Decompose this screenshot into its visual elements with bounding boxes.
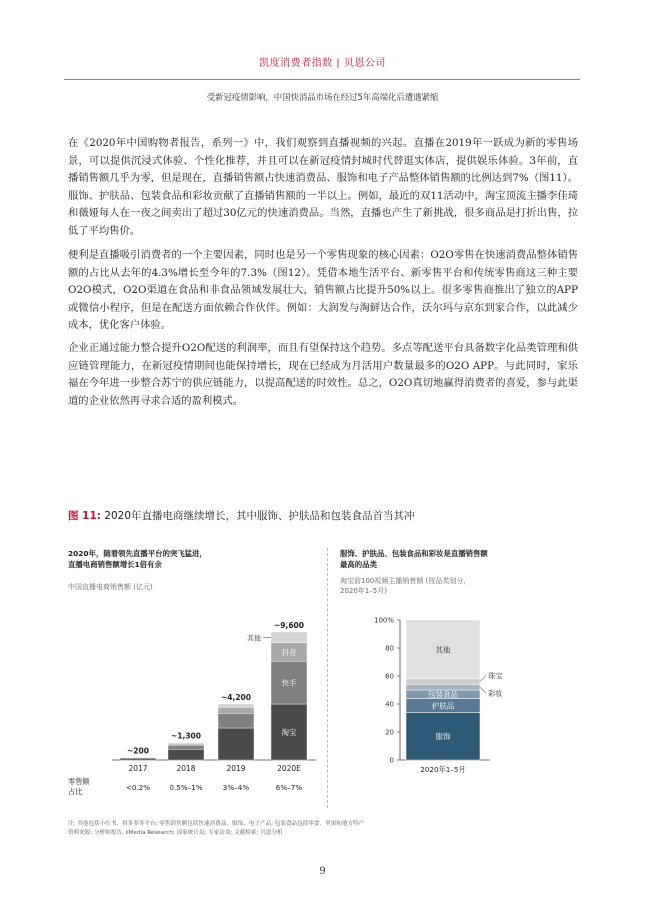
right-seg-label-0: 服饰	[435, 732, 451, 742]
body-paragraph-2: 便利是直播吸引消费者的一个主要因素，同时也是另一个零售现象的核心因素：O2O零售在快速消费品整体销售额的占比从去年的4.3%增长至今年的7.3%（图12）。凭借本地生活平台、新零售平台和传统零售商这三种主要O2O模式，O2O渠道在食品和非食品领域发展壮大，销售额占比提升50%以上。很多零售商推出了独立的APP或微信小程序，但是在配送方面依赖合作伙伴。例如：大润发与淘鲜达合作，沃尔玛与京东到家合作，以此减少成本，优化客户体验。	[68, 249, 578, 332]
report-header-subtitle: 受新冠疫情影响，中国快消品市场在经过5年高端化后遭遇紧缩	[206, 92, 439, 102]
left-other-label: 其他	[247, 634, 261, 643]
right-chart-heading-line2: 最高的品类	[340, 560, 377, 569]
left-category-label-2017: 2017	[128, 764, 148, 773]
body-paragraph-3: 企业正通过能力整合提升O2O配送的利润率，而且有望保持这个趋势。多点等配送平台具备数字化品类管理和供应链管理能力，在新冠疫情期间也能保持增长，现在已经成为月活用户数量最多的O2O APP。与此同时，家乐福在今年进一步整合苏宁的供应链能力，以提高配送的时效性。总之，O2O真切地赢得消费者的喜爱，参与此渠道的企业依然再寻求合适的盈利模式。	[68, 342, 578, 407]
left-stacked-bar-chart	[60, 600, 330, 800]
figure-notes	[68, 820, 578, 838]
right-seg-label-3: 彩妆	[488, 689, 503, 699]
right-stacked-bar-chart	[340, 604, 580, 784]
left-chart-unit: 中国直播电商销售额 (亿元)	[68, 583, 153, 591]
right-chart-unit-line2: 2020年1–5月)	[340, 587, 387, 595]
right-seg-label-5: 其他	[435, 645, 451, 655]
figure-title-text: 2020年直播电商继续增长，其中服饰、护肤品和包装食品首当其冲	[104, 510, 415, 522]
left-bar-2018-seg-2	[168, 744, 204, 745]
left-total-label-2018: ~1,300	[170, 731, 202, 741]
header-divider	[64, 79, 580, 80]
right-leader-3	[480, 687, 486, 693]
body-paragraph-1: 在《2020年中国购物者报告，系列一》中，我们观察到直播视频的兴起。直播在2019年一跃成为新的零售场景，可以提供沉浸式体验、个性化推荐，并且可以在新冠疫情封城时代替逛实体店，提供娱乐体验。3年前，直播销售额几乎为零，但是现在，直播销售额占快速消费品、服饰和电子产品整体销售额的比例达到7%（图11）。服饰、护肤品、包装食品和彩妆贡献了直播销售额的一半以上。例如，最近的双11活动中，淘宝顶流主播李佳琦和薇娅每人在一夜之间卖出了超过30亿元的快速消费品。当然，直播也产生了新挑战，很多商品是打折出售，拉低了平均售价。	[68, 137, 578, 237]
left-retail-share-2017: <0.2%	[125, 783, 151, 792]
left-chart-heading-line2: 直播电商销售额增长1倍有余	[68, 560, 162, 569]
notes-line-1: 注: 其他包括小红书、拼多多等平台; 零售销售额包括快速消费品、服饰、电子产品; 包装食品包括零食、坚果和地方特产	[68, 821, 365, 827]
page-number: 9	[319, 866, 326, 877]
report-header-title: 凯度消费者指数 | 贝恩公司	[259, 58, 386, 69]
left-segment-label-2: 抖音	[281, 648, 297, 657]
left-retail-share-2018: 0.5%–1%	[169, 783, 203, 792]
right-bar-seg-3	[406, 684, 480, 690]
left-bar-2019-seg-2	[218, 707, 254, 713]
left-bar-2019-seg-0	[218, 728, 254, 760]
left-bar-2017-seg-0	[120, 758, 156, 760]
notes-line-2: 资料来源: 分析师报告, iiMedia Research; 国家统计局; 专家访谈; 文献检索; 贝恩分析	[68, 830, 283, 836]
right-chart-unit-line1: 淘宝前100视频主播销售额 (按品类划分，	[340, 577, 471, 585]
left-total-label-2020E: ~9,600	[273, 621, 305, 630]
left-chart-heading	[68, 548, 328, 570]
right-seg-label-2: 包装食品	[428, 690, 458, 700]
right-tick-label-2: 40	[385, 700, 394, 709]
left-bar-2019-seg-3	[218, 704, 254, 707]
left-segment-label-1: 快手	[281, 678, 297, 688]
right-seg-label-1: 护肤品	[431, 701, 455, 711]
left-bar-2019-seg-1	[218, 713, 254, 728]
figure-number: 图 11:	[68, 510, 101, 522]
left-bar-2018-seg-1	[168, 745, 204, 749]
right-chart-heading	[340, 548, 580, 570]
left-bar-2018-seg-3	[168, 743, 204, 744]
retail-share-label-line1: 零售额	[68, 777, 90, 786]
left-category-label-2019: 2019	[226, 764, 246, 773]
right-seg-label-4: 珠宝	[488, 671, 503, 681]
left-retail-share-2020E: 6%–7%	[275, 783, 303, 792]
right-tick-label-4: 80	[385, 644, 394, 653]
left-retail-share-2019: 3%–4%	[222, 783, 250, 792]
left-segment-label-0: 淘宝	[281, 728, 297, 737]
right-leader-4	[480, 676, 486, 682]
right-tick-label-0: 0	[389, 756, 394, 765]
left-category-label-2020E: 2020E	[277, 764, 301, 773]
left-chart-heading-line1: 2020年，随着领先直播平台的突飞猛进，	[68, 549, 207, 558]
right-tick-label-3: 60	[385, 672, 394, 681]
left-total-label-2019: ~4,200	[220, 693, 252, 702]
left-category-label-2018: 2018	[176, 764, 196, 773]
figure-title	[68, 508, 415, 523]
right-tick-label-5: 100%	[373, 616, 394, 625]
right-bar-seg-4	[406, 679, 480, 685]
right-tick-label-1: 20	[385, 728, 394, 737]
right-category-label: 2020年1–5月	[420, 765, 466, 774]
right-chart-unit	[340, 576, 580, 596]
left-bar-2020E-seg-3	[271, 632, 307, 643]
right-chart-heading-line1: 服饰、护肤品、包装食品和彩妆是直播销售额	[340, 549, 488, 558]
retail-share-label-line2: 占比	[68, 787, 83, 796]
left-total-label-2017: ~200	[127, 746, 149, 756]
left-bar-2018-seg-0	[168, 749, 204, 760]
